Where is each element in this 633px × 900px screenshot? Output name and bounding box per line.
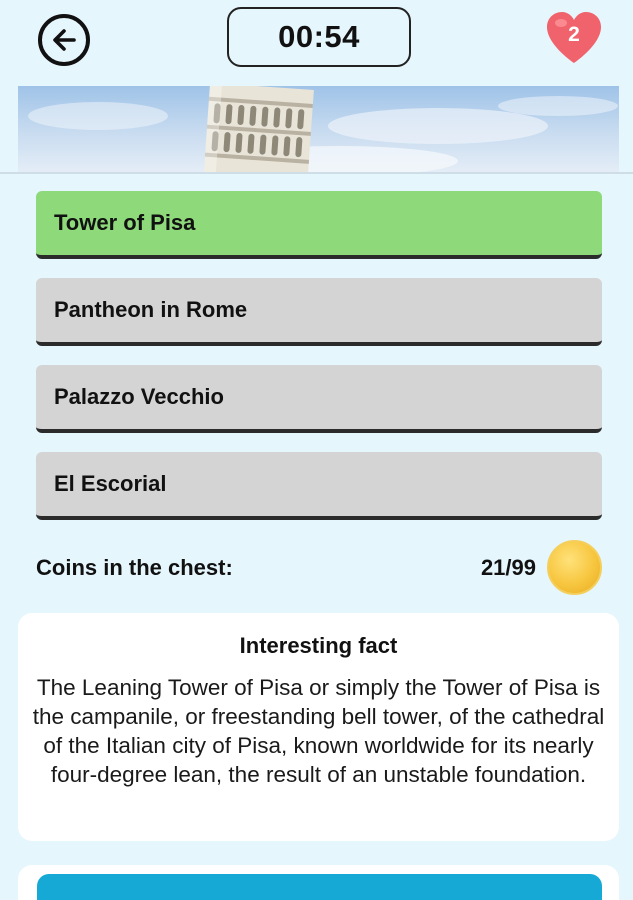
leaning-tower-of-pisa-photo <box>18 86 619 172</box>
answer-label: Tower of Pisa <box>54 210 196 235</box>
answer-label: Palazzo Vecchio <box>54 384 224 409</box>
interesting-fact-card <box>18 613 619 841</box>
gold-coin-icon <box>547 540 602 595</box>
divider <box>0 172 633 174</box>
landmark-image <box>18 86 619 172</box>
coins-value: 21/99 <box>480 555 536 580</box>
fact-title: Interesting fact <box>239 633 398 658</box>
continue-button[interactable] <box>37 874 602 900</box>
top-bar <box>0 0 633 86</box>
fact-text: The Leaning Tower of Pisa or simply the Tower of Pisa is the campanile, or freestanding bell tower, of the cathedral of the Italian city of Pisa, known worldwide for its nearly four-degree lean, the result of an unstable foundation. <box>32 675 605 787</box>
answer-list <box>36 191 602 539</box>
timer-value: 00:54 <box>278 19 360 54</box>
lives-indicator <box>544 10 604 66</box>
answer-option-tower-of-pisa[interactable] <box>36 191 602 259</box>
answer-label: Pantheon in Rome <box>54 297 248 322</box>
coins-row <box>36 540 602 596</box>
back-button[interactable] <box>38 14 90 66</box>
arrow-left-icon <box>49 25 79 55</box>
coins-label: Coins in the chest: <box>36 555 233 580</box>
answer-label: El Escorial <box>54 471 167 496</box>
lives-count: 2 <box>568 23 580 46</box>
answer-option-pantheon-in-rome[interactable] <box>36 278 602 346</box>
timer <box>227 7 411 67</box>
answer-option-palazzo-vecchio[interactable] <box>36 365 602 433</box>
answer-option-el-escorial[interactable] <box>36 452 602 520</box>
